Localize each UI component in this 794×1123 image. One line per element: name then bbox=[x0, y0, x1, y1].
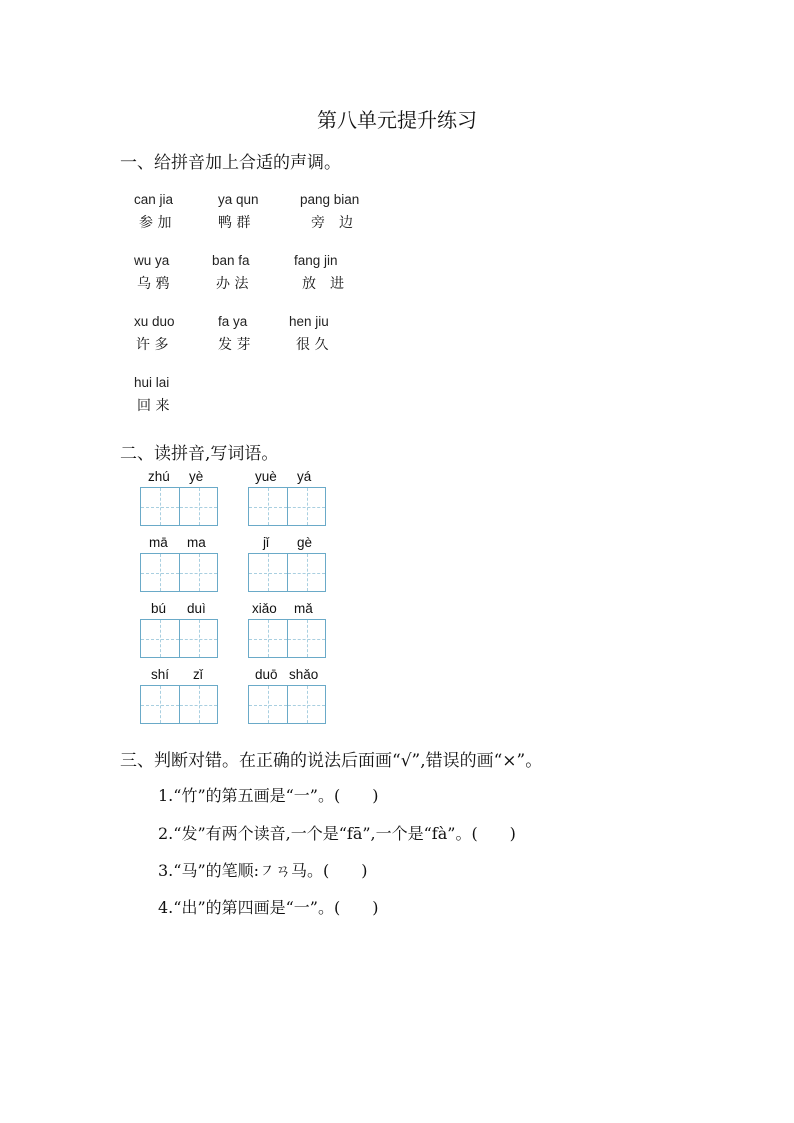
section3-heading: 三、判断对错。在正确的说法后面画“√”,错误的画“×”。 bbox=[120, 751, 543, 771]
writing-grid[interactable] bbox=[140, 487, 218, 526]
hanzi-word: 发 芽 bbox=[218, 337, 251, 353]
pinyin-syllable: zhú bbox=[148, 469, 170, 484]
pinyin-syllable: yuè bbox=[255, 469, 277, 484]
section1-heading: 一、给拼音加上合适的声调。 bbox=[120, 153, 341, 173]
pinyin-prompt: fa ya bbox=[218, 314, 248, 329]
hanzi-word: 参 加 bbox=[139, 215, 172, 231]
pinyin-syllable: mǎ bbox=[294, 601, 313, 616]
hanzi-word: 很 久 bbox=[296, 337, 329, 353]
judgment-item: 2.“发”有两个读音,一个是“fā”,一个是“fà”。( ) bbox=[158, 824, 516, 843]
writing-grid[interactable] bbox=[140, 553, 218, 592]
judgment-item: 1.“竹”的第五画是“一”。( ) bbox=[158, 786, 379, 805]
hanzi-word: 办 法 bbox=[216, 276, 249, 292]
pinyin-prompt: ya qun bbox=[218, 192, 259, 207]
writing-grid[interactable] bbox=[248, 553, 326, 592]
hanzi-word: 乌 鸦 bbox=[137, 276, 170, 292]
pinyin-syllable: gè bbox=[297, 535, 313, 550]
hanzi-word: 回 来 bbox=[137, 398, 170, 414]
pinyin-prompt: ban fa bbox=[212, 253, 250, 268]
pinyin-syllable: shǎo bbox=[289, 667, 319, 682]
hanzi-word: 许 多 bbox=[136, 337, 169, 353]
pinyin-prompt: wu ya bbox=[134, 253, 170, 268]
pinyin-syllable: zǐ bbox=[193, 667, 203, 682]
pinyin-syllable: xiǎo bbox=[252, 601, 277, 616]
writing-grid[interactable] bbox=[140, 685, 218, 724]
pinyin-prompt: hui lai bbox=[134, 375, 170, 390]
pinyin-syllable: mā bbox=[149, 535, 168, 550]
pinyin-prompt: pang bian bbox=[300, 192, 360, 207]
pinyin-prompt: fang jin bbox=[294, 253, 338, 268]
pinyin-syllable: duō bbox=[255, 667, 278, 682]
judgment-item: 3.“马”的笔顺:㇇ㄢ马。( ) bbox=[158, 861, 368, 880]
writing-grid[interactable] bbox=[140, 619, 218, 658]
pinyin-prompt: can jia bbox=[134, 192, 174, 207]
hanzi-word: 鸭 群 bbox=[218, 215, 251, 231]
pinyin-prompt: xu duo bbox=[134, 314, 175, 329]
section2-heading: 二、读拼音,写词语。 bbox=[120, 444, 279, 464]
pinyin-syllable: bú bbox=[151, 601, 167, 616]
pinyin-syllable: ma bbox=[187, 535, 206, 550]
writing-grid[interactable] bbox=[248, 619, 326, 658]
judgment-item: 4.“出”的第四画是“一”。( ) bbox=[158, 898, 379, 917]
pinyin-syllable: duì bbox=[187, 601, 206, 616]
pinyin-prompt: hen jiu bbox=[289, 314, 329, 329]
pinyin-syllable: jǐ bbox=[263, 535, 269, 550]
hanzi-word: 放 进 bbox=[302, 276, 344, 292]
writing-grid[interactable] bbox=[248, 487, 326, 526]
pinyin-syllable: yá bbox=[297, 469, 312, 484]
hanzi-word: 旁 边 bbox=[311, 215, 353, 231]
pinyin-syllable: shí bbox=[151, 667, 170, 682]
pinyin-syllable: yè bbox=[189, 469, 204, 484]
writing-grid[interactable] bbox=[248, 685, 326, 724]
page-title: 第八单元提升练习 bbox=[317, 108, 477, 132]
